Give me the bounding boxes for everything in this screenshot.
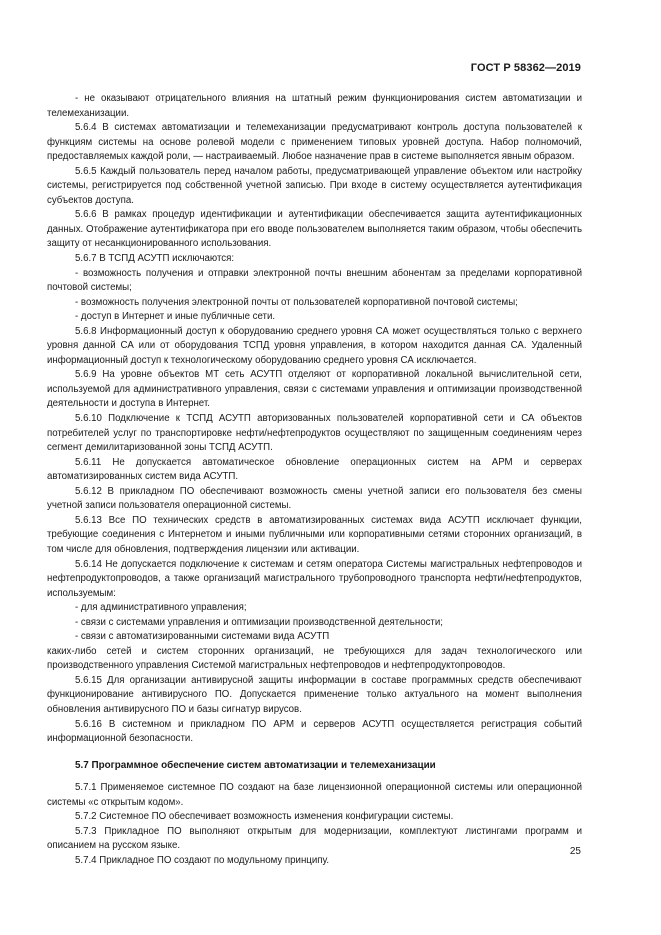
list-item: - не оказывают отрицательного влияния на штатный режим функционирования систем автоматизации и телемеханизации. [47, 93, 582, 119]
list-item: - связи с системами управления и оптимизации производственной деятельности; [75, 616, 443, 628]
paragraph: 5.6.9 На уровне объектов МТ сеть АСУТП отделяют от корпоративной локальной вычислительной сети, используемой для административного управления, связи с системами управления и оптимизации производственной деятельности и доступа в Интернет. [47, 369, 582, 410]
paragraph: 5.6.15 Для организации антивирусной защиты информации в составе программных средств обеспечивают функционирование антивирусного ПО. Допускается применение только актуального на момент выполнения обновления антивирусного ПО и базы сигнатур вирусов. [47, 674, 582, 715]
paragraph: 5.6.5 Каждый пользователь перед началом работы, предусматривающей управление объектом или настройку системы, регистрируется под собственной учетной записью. При входе в систему осуществляется аутентификация субъектов доступа. [47, 165, 582, 206]
standard-designation: ГОСТ Р 58362—2019 [470, 62, 581, 74]
list-item: - возможность получения и отправки электронной почты внешним абонентам за пределами корпоративной почтовой системы; [47, 267, 582, 294]
paragraph: 5.6.14 Не допускается подключение к системам и сетям оператора Системы магистральных нефтепроводов и нефтепродуктопроводов, а также организаций магистрального трубопроводного транспорта нефти/нефтепродуктов, используемым: [47, 558, 582, 599]
paragraph: 5.7.2 Системное ПО обеспечивает возможность изменения конфигурации системы. [75, 811, 454, 823]
list-item: - связи с автоматизированными системами вида АСУТП [75, 631, 330, 643]
page-number: 25 [569, 846, 581, 857]
paragraph: 5.6.4 В системах автоматизации и телемеханизации предусматривают контроль доступа пользователей к функциям системы на основе ролевой модели с применением типовых уровней доступа. Набор полномочий, предоставляемых каждой роли, — настраиваемый. Любое назначение прав в системе выполняется явным образом. [47, 122, 582, 163]
list-item: - для административного управления; [75, 602, 247, 614]
list-item: - возможность получения электронной почты от пользователей корпоративной почтовой системы; [75, 296, 518, 308]
section-heading: 5.7 Программное обеспечение систем автоматизации и телемеханизации [75, 759, 436, 771]
paragraph: 5.6.7 В ТСПД АСУТП исключаются: [75, 253, 235, 265]
paragraph: 5.6.12 В прикладном ПО обеспечивают возможность смены учетной записи его пользователя без смены учетной записи пользователя операционной системы. [47, 485, 582, 512]
paragraph: 5.6.16 В системном и прикладном ПО АРМ и серверов АСУТП осуществляется регистрация событий информационной безопасности. [47, 718, 582, 745]
paragraph: 5.6.6 В рамках процедур идентификации и аутентификации обеспечивается защита аутентификационных данных. Отображение аутентификатора при его вводе пользователем выполняется таким образом, чтобы обеспечить защиту от несанкционированного использования. [47, 209, 582, 250]
paragraph: 5.6.8 Информационный доступ к оборудованию среднего уровня СА может осуществляться только с верхнего уровня данной СА или от оборудования ТСПД уровня управления, в котором находится данная СА. Удаленный информационный доступ к технологическому оборудованию среднего уровня СА исключается. [47, 325, 582, 366]
list-item: - доступ в Интернет и иные публичные сети. [75, 311, 276, 323]
paragraph: 5.7.4 Прикладное ПО создают по модульному принципу. [75, 854, 330, 866]
paragraph: 5.6.13 Все ПО технических средств в автоматизированных системах вида АСУТП исключает функции, требующие соединения с Интернетом и иными публичными или корпоративными сетями сторонних организаций, в том числе для обновления, подтверждения лицензии или активации. [47, 514, 582, 555]
document-body [47, 92, 582, 868]
paragraph: 5.7.1 Применяемое системное ПО создают на базе лицензионной операционной системы или операционной системы «с открытым кодом». [47, 782, 582, 808]
paragraph: 5.6.10 Подключение к ТСПД АСУТП авторизованных пользователей корпоративной сети и СА объектов потребителей услуг по транспортировке нефти/нефтепродуктов осуществляют по защищенным соединениям через сегмент демилитаризованной зоны ТСПД АСУТП. [47, 413, 582, 454]
paragraph: 5.7.3 Прикладное ПО выполняют открытым для модернизации, комплектуют листингами программ и описанием на русском языке. [47, 825, 582, 852]
paragraph: каких-либо сетей и систем сторонних организаций, не требующихся для задач технологического или производственного управления Системой магистральных нефтепроводов и нефтепродуктопроводов. [47, 645, 582, 672]
paragraph: 5.6.11 Не допускается автоматическое обновление операционных систем на АРМ и серверах автоматизированных систем вида АСУТП. [47, 456, 582, 483]
